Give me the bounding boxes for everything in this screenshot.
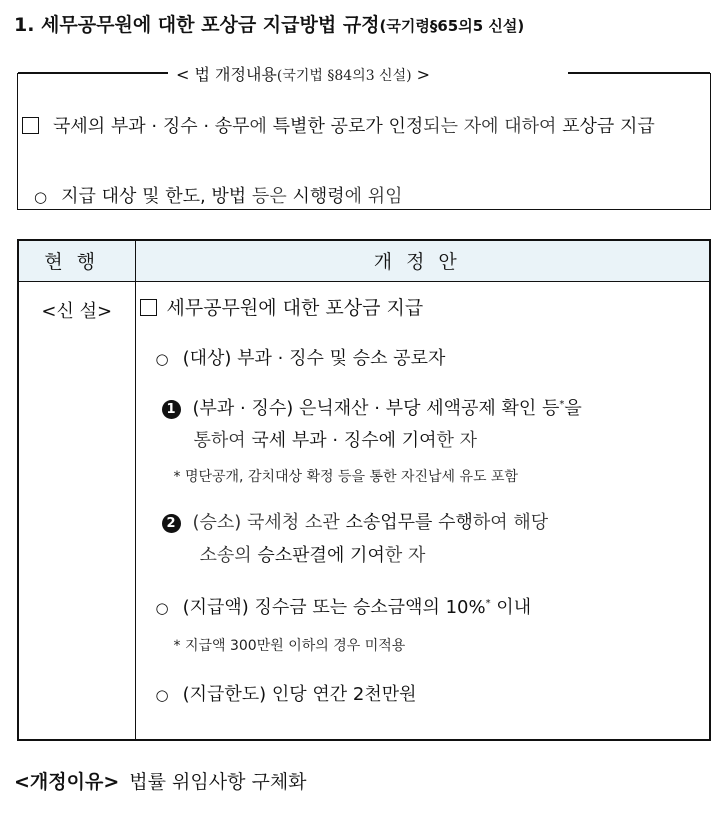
summary-item-2-text-b: 등은	[246, 186, 293, 207]
table-header-row	[18, 240, 710, 281]
header-proposed: 개정안	[135, 240, 710, 281]
proposed-target	[156, 344, 446, 370]
summary-item-2-text-d: 에 위임	[344, 186, 403, 207]
proposed-item-2-line-1-a: (승소) 국세청 소관	[192, 511, 346, 533]
current-cell: <신 설>	[18, 281, 135, 740]
circle-bullet-icon: ○	[155, 685, 169, 704]
checkbox-square-icon	[140, 299, 157, 316]
circle-bullet-icon: ○	[34, 188, 48, 206]
summary-item-2	[34, 182, 403, 208]
proposed-item-1-line-1-text: (부과 · 징수) 은닉재산 · 부당 세액공제 확인 등	[192, 397, 560, 419]
summary-item-1-text-d: 되는 자에 대하여	[423, 116, 563, 137]
law-amendment-legend	[176, 62, 430, 85]
proposed-limit	[156, 680, 417, 706]
proposed-item-2-line-2	[200, 541, 426, 567]
proposed-limit-text: (지급한도) 인당 연간 2천만원	[182, 683, 417, 705]
summary-item-1-text-a: 국세의 부과 · 징수 · 송무	[53, 116, 250, 137]
legend-open: <	[176, 65, 195, 84]
circle-bullet-icon: ○	[155, 349, 169, 368]
proposed-item-2-line-1-b: 소송업무를 수행	[345, 511, 473, 533]
proposed-item-2-line-2-b: 승소판결에 기여	[257, 544, 385, 566]
footnote-mark: *	[559, 398, 565, 410]
amendment-reason	[14, 767, 307, 794]
table-row	[18, 281, 710, 740]
proposed-item-1-line-2	[194, 426, 478, 452]
summary-item-2-text-a: 지급 대상 및 한도, 방법	[61, 186, 247, 207]
proposed-target-text: (대상) 부과 · 징수 및 승소 공로자	[182, 347, 446, 369]
proposed-amount	[156, 593, 532, 619]
proposed-item-1-line-2-a: 통하여	[193, 429, 252, 451]
proposed-heading-text: 세무공무원에 대한 포상금 지급	[166, 296, 424, 319]
reason-text: 법률 위임사항 구체화	[129, 771, 307, 793]
proposed-item-1-line-2-c: 한 자	[436, 429, 477, 451]
proposed-amount-note: * 지급액 300만원 이하의 경우 미적용	[173, 637, 406, 654]
box-top-border-left	[18, 72, 168, 74]
footnote-mark: *	[485, 597, 491, 609]
proposed-item-1-line-2-b: 국세 부과 · 징수에 기여	[251, 429, 437, 451]
legend-main: 법 개정내용	[194, 65, 277, 84]
summary-item-1-text-c: 특별한 공로가 인정	[272, 116, 424, 137]
comparison-table	[17, 239, 711, 741]
number-1-icon: 1	[162, 400, 181, 419]
section-title-sub: (국기령§65의5 신설)	[379, 17, 525, 35]
checkbox-square-icon	[22, 117, 39, 134]
proposed-item-2-line-2-a: 소송의	[199, 544, 258, 566]
proposed-item-1-line-1	[162, 394, 582, 420]
proposed-item-1-line-1-tail: 을	[564, 397, 582, 419]
proposed-amount-tail: 이내	[490, 596, 532, 618]
legend-close: >	[411, 65, 431, 84]
box-top-border-right	[568, 72, 710, 74]
summary-item-1-text-e: 포상금 지급	[562, 116, 655, 137]
circle-bullet-icon: ○	[155, 598, 169, 617]
summary-item-1-text-b: 에	[249, 116, 273, 137]
proposed-amount-text: (지급액) 징수금 또는 승소금액의 10%	[182, 596, 486, 618]
legend-sub: (국기법 §84의3 신설)	[276, 68, 412, 84]
header-current: 현행	[18, 240, 135, 281]
proposed-item-2-line-1	[162, 508, 549, 534]
summary-item-2-text-c: 시행령	[292, 186, 345, 207]
proposed-item-2-line-1-c: 하여 해당	[472, 511, 549, 533]
proposed-item-1-note: * 명단공개, 감치대상 확정 등을 통한 자진납세 유도 포함	[173, 468, 519, 485]
summary-item-1	[22, 112, 712, 141]
number-2-icon: 2	[162, 514, 181, 533]
section-title-main: 1. 세무공무원에 대한 포상금 지급방법 규정	[14, 14, 380, 36]
proposed-item-2-line-2-c: 한 자	[384, 544, 426, 566]
proposed-heading	[140, 293, 424, 320]
proposed-cell	[135, 281, 710, 740]
section-title	[14, 10, 524, 37]
reason-label: <개정이유>	[14, 771, 120, 793]
